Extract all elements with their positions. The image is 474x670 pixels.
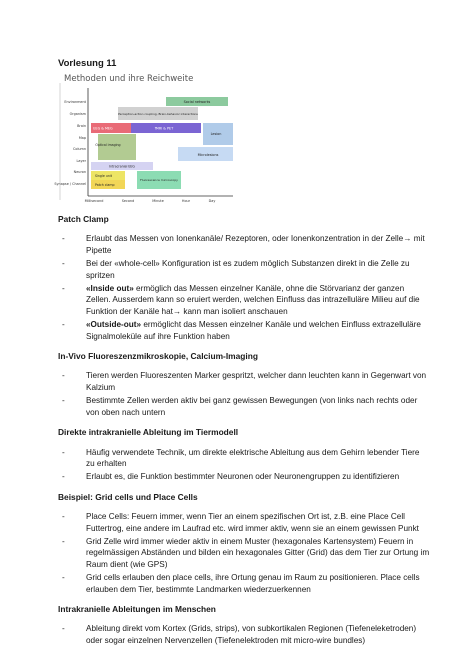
y-label-brain: Brain xyxy=(77,124,86,128)
block-label-microlesions: Microlesions xyxy=(197,153,219,157)
block-label-social-networks: Social networks xyxy=(183,100,211,104)
list-item: - «Inside out» ermöglich das Messen einzelner Kanäle, ohne die Störvarianz der ganzen Zellen. Ausserdem kann so eruiert werden, welchen Einfluss das intrazelluläre Milieu auf die Funktion der Kanäle hat→ kann man isoliert anschauen xyxy=(62,284,420,316)
block-label-patch-clamp: Patch clamp xyxy=(95,183,115,187)
block-label-fmri-pet: fMRI & PET xyxy=(154,126,174,131)
y-label-organism: Organism xyxy=(69,112,86,116)
section-heading-intracranial-human: Intrakranielle Ableitungen im Menschen xyxy=(58,603,216,614)
list-item: - Ableitung direkt vom Kortex (Grids, strips), von subkortikalen Regionen (Tiefeneleketroden) oder sogar einzelnen Nervenzellen (Tiefenelektroden mit micro-wire bundles) xyxy=(62,624,417,645)
bullet-list-intracranial-animal xyxy=(58,447,430,483)
section-heading-grid-place-cells: Beispiel: Grid cells und Place Cells xyxy=(58,491,198,502)
section-heading-intracranial-animal: Direkte intrakranielle Ableitung im Tiermodell xyxy=(58,427,239,438)
block-label-intracranial-eeg: Intracranial EEG xyxy=(109,164,135,169)
block-optical-imaging xyxy=(98,134,136,160)
list-item: - Erlaubt das Messen von Ionenkanäle/ Rezeptoren, oder Ionenkonzentration in der Zelle→ mit Pipette xyxy=(62,234,425,255)
x-label-hour: Hour xyxy=(181,199,191,203)
list-item: - «Outside-out» ermöglicht das Messen einzelner Kanäle und welchen Einfluss extrazelluläre Signalmoleküle auf ihre Funktion haben xyxy=(62,320,421,341)
list-item: - Tieren werden Fluoreszenten Marker gespritzt, welcher dann leuchten kann in Gegenwart von Kalzium xyxy=(62,371,427,392)
block-label-fluorescence-microscopy: Fluorescence microscopy xyxy=(140,178,178,182)
x-label-minute: Minute xyxy=(152,199,164,203)
list-item: - Häufig verwendete Technik, um direkte elektrische Ableitung aus dem Gehirn lebender Tiere zu erhalten xyxy=(62,447,420,468)
methods-figure xyxy=(54,72,244,205)
y-label-column: Column xyxy=(73,147,86,151)
block-label-eeg-meg: EEG & MEG xyxy=(93,126,113,131)
list-item: - Erlaubt es, die Funktion bestimmter Neuronen oder Neuronengruppen zu identifizieren xyxy=(62,472,400,482)
block-label-optical-imaging: Optical imaging xyxy=(95,143,121,147)
x-label-day: Day xyxy=(208,199,216,203)
y-label-neuron: Neuron xyxy=(73,170,86,174)
y-label-environment: Environment xyxy=(64,100,86,104)
list-item: - Place Cells: Feuern immer, wenn Tier an einem spezifischen Ort ist, z.B. eine Place Cell Futtertrog, eine andere im Laufrad etc. wird immer aktiv, wenn sie an einem gewissen Punkt xyxy=(62,512,419,533)
methods-chart xyxy=(54,72,244,205)
lecture-notes xyxy=(58,214,430,655)
x-label-millisecond: Millisecond xyxy=(84,199,104,203)
lecture-title: Vorlesung 11 xyxy=(58,58,117,69)
block-label-lesion: Lesion xyxy=(210,132,222,136)
list-item: - Grid Zelle wird immer wieder aktiv in einem Muster (hexagonales Kartensystem) Feuern in regelmässigen Abständen und bilden ein hexagonales Gitter (Grid) das dem Tier zur Ortung im Raum dient (wie GPS) xyxy=(62,536,430,569)
block-label-perception-action: Perception-action coupling, Brain-behavior interactions xyxy=(118,112,198,116)
list-item: - Bestimmte Zellen werden aktiv bei ganz gewissen Bewegungen (von links nach rechts oder von oben nach untern xyxy=(62,396,418,417)
list-item: - Bei der «whole-cell» Konfiguration ist es zudem möglich Substanzen direkt in die Zelle zu spritzen xyxy=(62,259,410,280)
y-label-synapse-channel: Synapse / Channel xyxy=(54,182,86,186)
section-heading-in-vivo: In-Vivo Fluoreszenzmikroskopie, Calcium-Imaging xyxy=(58,351,258,362)
bullet-list-grid-place-cells xyxy=(58,511,430,595)
bullet-list-in-vivo xyxy=(58,370,430,418)
y-label-layer: Layer xyxy=(76,159,86,163)
bullet-list-patch-clamp xyxy=(58,233,430,342)
x-label-second: Second xyxy=(121,199,135,203)
section-heading-patch-clamp: Patch Clamp xyxy=(58,214,109,224)
list-item: - Grid cells erlauben den place cells, ihre Ortung genau im Raum zu positionieren. Place cells erlauben dem Tier, bestimmte Landmarken wiederzuerkennen xyxy=(62,573,420,594)
bullet-list-intracranial-human xyxy=(58,623,430,646)
block-label-single-unit: Single unit xyxy=(95,174,112,178)
y-label-map: Map xyxy=(78,136,86,140)
figure-title: Methoden und ihre Reichweite xyxy=(64,74,194,84)
